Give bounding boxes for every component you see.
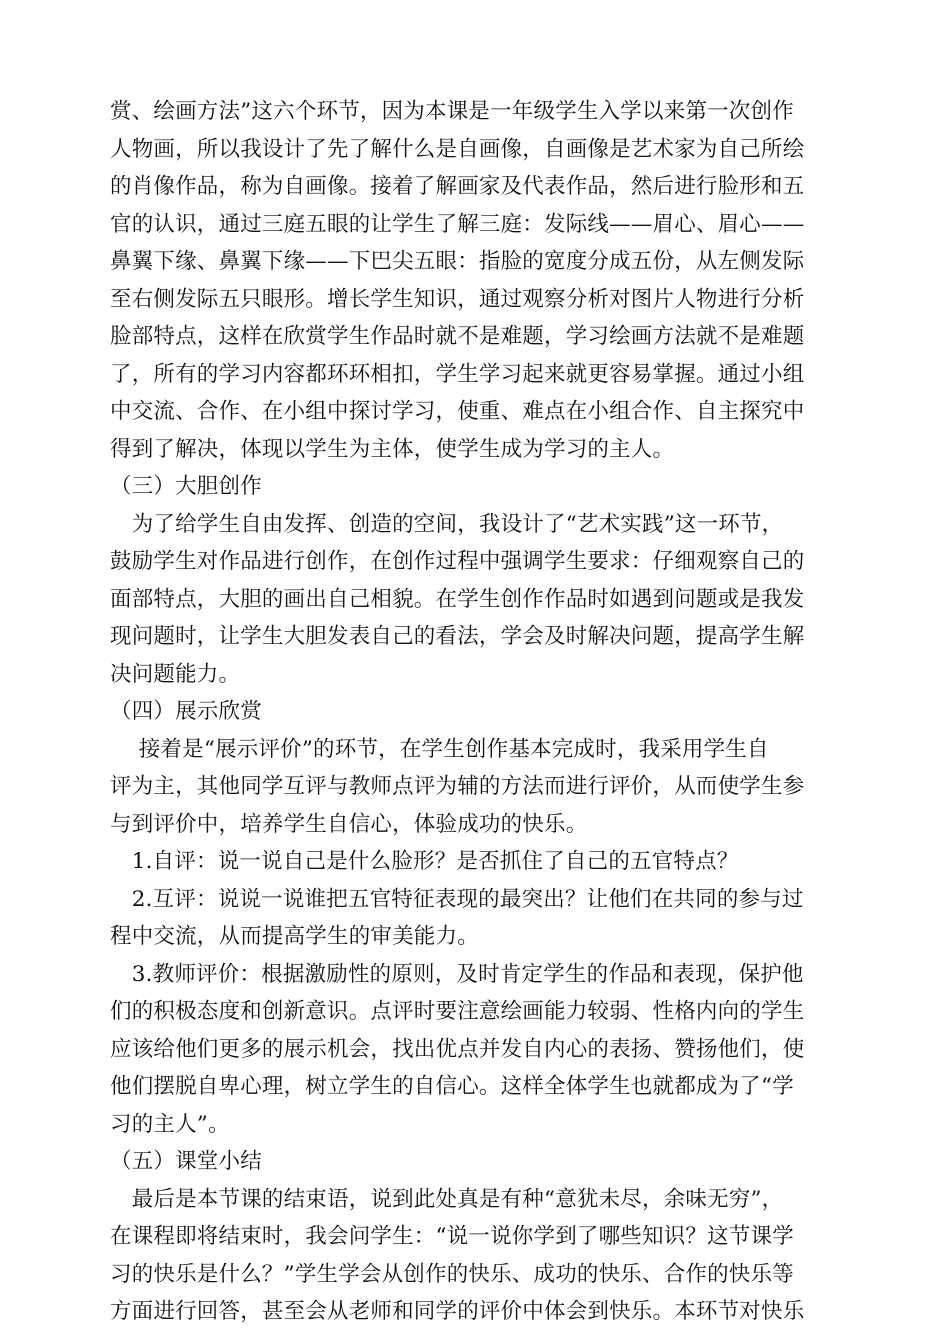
section-heading: （三）大胆创作 [110,474,262,499]
paragraph-line: 得到了解决，体现以学生为主体，使学生成为学习的主人。 [110,436,675,462]
paragraph-line: 习的主人”。 [110,1111,230,1137]
paragraph-line: 至右侧发际五只眼形。增长学生知识，通过观察分析对图片人物进行分析 [110,286,805,312]
list-item: 3.教师评价：根据激励性的原则，及时肯定学生的作品和表现，保护他 [110,961,804,987]
paragraph-line: 评为主，其他同学互评与教师点评为辅的方法而进行评价，从而使学生参 [110,774,805,799]
paragraph-line: 在课程即将结束时，我会问学生：“说一说你学到了哪些知识？这节课学 [110,1224,794,1249]
paragraph-line: 为了给学生自由发挥、创造的空间，我设计了“艺术实践”这一环节， [110,511,784,537]
paragraph-line: 应该给他们更多的展示机会，找出优点并发自内心的表扬、赞扬他们，使 [110,1036,805,1062]
paragraph-line: 了，所有的学习内容都环环相扣，学生学习起来就更容易掌握。通过小组 [110,361,805,387]
paragraph-line: 与到评价中，培养学生自信心，体验成功的快乐。 [110,811,588,837]
list-item: 1.自评：说一说自己是什么脸形？是否抓住了自己的五官特点？ [110,849,739,874]
paragraph-line: 的肖像作品，称为自画像。接着了解画家及代表作品，然后进行脸形和五 [110,174,805,199]
paragraph-line: 们的积极态度和创新意识。点评时要注意绘画能力较弱、性格内向的学生 [110,999,805,1024]
paragraph-line: 决问题能力。 [110,661,241,687]
paragraph-line: 方面进行回答，甚至会从老师和同学的评价中体会到快乐。本环节对快乐 [110,1299,805,1324]
paragraph-line: 鼓励学生对作品进行创作，在创作过程中强调学生要求：仔细观察自己的 [110,549,805,574]
paragraph-line: 最后是本节课的结束语，说到此处真是有种“意犹未尽，余味无穷”， [110,1186,784,1212]
paragraph-line: 鼻翼下缘、鼻翼下缘——下巴尖五眼：指脸的宽度分成五份，从左侧发际 [110,249,805,274]
section-heading: （四）展示欣赏 [110,699,262,724]
paragraph-line: 面部特点，大胆的画出自己相貌。在学生创作作品时如遇到问题或是我发 [110,586,805,612]
paragraph-line: 现问题时，让学生大胆发表自己的看法，学会及时解决问题，提高学生解 [110,624,805,649]
paragraph-line: 赏、绘画方法”这六个环节，因为本课是一年级学生入学以来第一次创作 [110,99,794,124]
paragraph-line: 习的快乐是什么？”学生学会从创作的快乐、成功的快乐、合作的快乐等 [110,1261,794,1287]
paragraph-line: 接着是“展示评价”的环节，在学生创作基本完成时，我采用学生自 [110,736,769,762]
paragraph-line: 人物画，所以我设计了先了解什么是自画像，自画像是艺术家为自己所绘 [110,136,805,162]
paragraph-line: 脸部特点，这样在欣赏学生作品时就不是难题，学习绘画方法就不是难题 [110,324,805,349]
list-item: 2.互评：说说一说谁把五官特征表现的最突出？让他们在共同的参与过 [110,886,804,912]
paragraph-line: 官的认识，通过三庭五眼的让学生了解三庭：发际线——眉心、眉心—— [110,211,805,237]
paragraph-line: 程中交流，从而提高学生的审美能力。 [110,924,479,949]
paragraph-line: 他们摆脱自卑心理，树立学生的自信心。这样全体学生也就都成为了“学 [110,1074,794,1099]
paragraph-line: 中交流、合作、在小组中探讨学习，使重、难点在小组合作、自主探究中 [110,399,805,424]
section-heading: （五）课堂小结 [110,1149,262,1174]
